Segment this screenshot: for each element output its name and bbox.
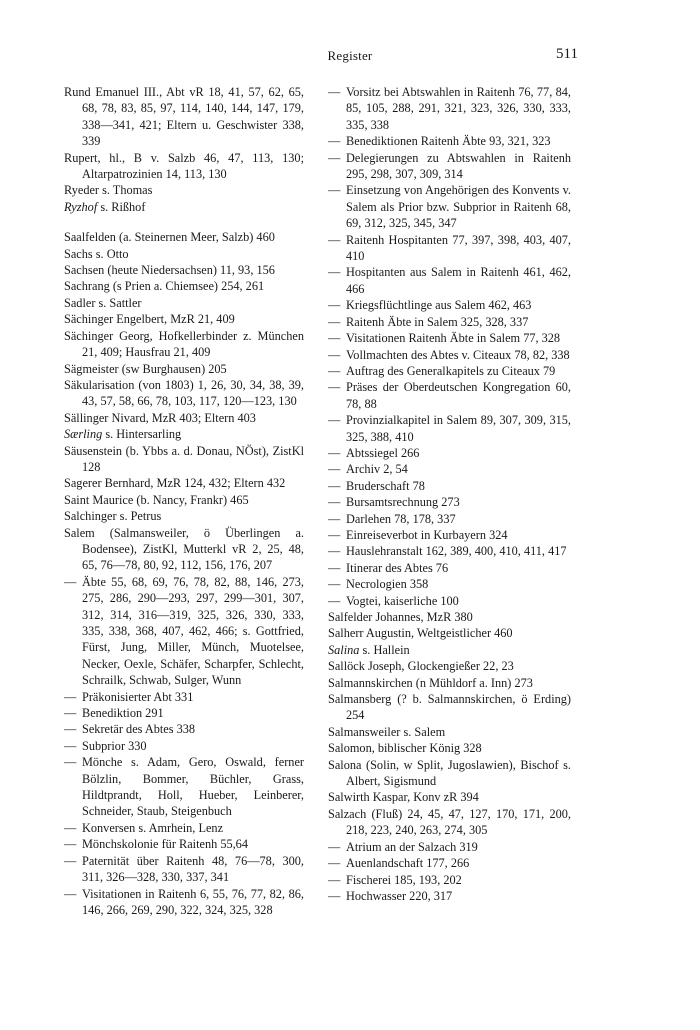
subentry-dash: — (64, 722, 77, 737)
entry-text: Salzach (Fluß) 24, 45, 47, 127, 170, 171, 200, 218, 223, 240, 263, 274, 305 (328, 806, 571, 838)
entry-text: Atrium an der Salzach 319 (346, 839, 478, 854)
entry-text: Sallöck Joseph, Glockengießer 22, 23 (328, 659, 514, 674)
subentry-dash: — (64, 886, 77, 901)
subentry-dash: — (328, 314, 341, 329)
index-subentry (328, 494, 571, 510)
subentry-dash: — (328, 544, 341, 559)
entry-text: Präses der Oberdeutschen Kongregation 60, 78, 88 (346, 380, 571, 411)
index-entry (328, 625, 571, 641)
subentry-dash: — (328, 872, 341, 887)
subentry-dash: — (64, 706, 77, 721)
entry-text: Bruderschaft 78 (346, 478, 425, 493)
entry-text: Benediktion 291 (82, 706, 164, 721)
index-entry (64, 443, 304, 476)
index-subentry (64, 705, 304, 721)
index-entry (64, 361, 304, 377)
entry-text: Vogtei, kaiserliche 100 (346, 593, 459, 608)
index-subentry (328, 445, 571, 461)
index-entry (64, 150, 304, 183)
index-entry (64, 328, 304, 361)
index-entry (64, 475, 304, 491)
entry-text: Visitationen Raitenh Äbte in Salem 77, 328 (346, 331, 561, 346)
entry-text: Ryeder s. Thomas (64, 183, 153, 198)
entry-text: Konversen s. Amrhein, Lenz (82, 820, 224, 835)
subentry-dash: — (328, 839, 341, 854)
index-entry (64, 295, 304, 311)
entry-text: Hospitanten aus Salem in Raitenh 461, 462, 466 (346, 265, 571, 296)
index-subentry (328, 347, 571, 363)
headword-italic: Særling (64, 427, 103, 442)
index-subentry (328, 543, 571, 559)
index-entry (328, 740, 571, 756)
subentry-dash: — (64, 755, 77, 770)
entry-text: Archiv 2, 54 (346, 462, 408, 477)
entry-text: Saint Maurice (b. Nancy, Frankr) 465 (64, 492, 249, 507)
entry-text: Salmannskirchen (n Mühldorf a. Inn) 273 (328, 675, 533, 690)
index-entry (328, 806, 571, 839)
index-subentry (328, 150, 571, 183)
subentry-dash: — (328, 134, 341, 149)
entry-text: Darlehen 78, 178, 337 (346, 511, 456, 526)
index-subentry (328, 379, 571, 412)
subentry-dash: — (328, 85, 341, 99)
entry-text: Fischerei 185, 193, 202 (346, 872, 462, 887)
entry-text: Präkonisierter Abt 331 (82, 689, 194, 704)
subentry-dash: — (328, 347, 341, 362)
index-entry (328, 724, 571, 740)
subentry-dash: — (328, 593, 341, 608)
page-number: 511 (556, 46, 578, 62)
index-subentry (328, 330, 571, 346)
entry-text: Subprior 330 (82, 738, 147, 753)
index-subentry (328, 511, 571, 527)
index-subentry (64, 721, 304, 737)
index-subentry (328, 314, 571, 330)
subentry-dash: — (64, 738, 77, 753)
index-subentry (328, 363, 571, 379)
entry-text: Salchinger s. Petrus (64, 509, 162, 524)
subentry-dash: — (328, 478, 341, 493)
subentry-dash: — (328, 560, 341, 575)
entry-text: Äbte 55, 68, 69, 76, 78, 82, 88, 146, 273, 275, 286, 290—293, 297, 299—301, 307, 312, 314, 316—319, 325, 326, 330, 333, 335, 338, 368, 407, 462, 466; s. Gottfried, Fürst, Jung, Miller, Münch, Muotelsee, Necker, Oexle, Schäfer, Scharpfer, Schlecht, Schrailk, Schwab, Sulger, Wunn (82, 574, 304, 688)
index-entry (64, 199, 304, 215)
entry-text: Salmansberg (? b. Salmannskirchen, ö Erding) 254 (328, 692, 571, 723)
entry-text: Visitationen in Raitenh 6, 55, 76, 77, 82, 86, 146, 266, 269, 290, 322, 324, 325, 328 (82, 886, 304, 917)
subentry-dash: — (328, 265, 341, 280)
entry-text: Abtssiegel 266 (346, 445, 420, 460)
subentry-dash: — (328, 298, 341, 313)
index-subentry (328, 412, 571, 445)
entry-text: Salem (Salmansweiler, ö Überlingen a. Bodensee), ZistKl, Mutterkl vR 2, 25, 48, 65, 76—78, 80, 92, 112, 156, 176, 207 (64, 525, 304, 573)
index-subentry (328, 593, 571, 609)
entry-text: Saalfelden (a. Steinernen Meer, Salzb) 460 (64, 230, 275, 245)
index-subentry (64, 574, 304, 689)
index-entry (328, 609, 571, 625)
index-entry (328, 658, 571, 674)
index-subentry (328, 872, 571, 888)
entry-text: Necrologien 358 (346, 577, 429, 592)
entry-text: Auenlandschaft 177, 266 (346, 856, 470, 871)
subentry-dash: — (328, 232, 341, 247)
subentry-dash: — (64, 820, 77, 835)
page-header (0, 46, 700, 70)
index-subentry (64, 754, 304, 820)
entry-text: Sachsen (heute Niedersachsen) 11, 93, 156 (64, 263, 275, 278)
entry-text: Mönchskolonie für Raitenh 55,64 (82, 837, 248, 852)
subentry-dash: — (328, 150, 341, 165)
running-head: Register (327, 48, 373, 63)
index-entry (328, 789, 571, 805)
entry-text: Benediktionen Raitenh Äbte 93, 321, 323 (346, 134, 551, 149)
index-entry (64, 246, 304, 262)
entry-text: Salomon, biblischer König 328 (328, 741, 482, 756)
index-entry (328, 642, 571, 658)
subentry-dash: — (328, 856, 341, 871)
index-subentry (64, 820, 304, 836)
subentry-dash: — (64, 853, 77, 868)
subentry-dash: — (328, 363, 341, 378)
index-subentry (64, 836, 304, 852)
index-column-left (64, 84, 304, 918)
subentry-dash: — (64, 837, 77, 852)
subentry-dash: — (328, 462, 341, 477)
entry-text: Hauslehranstalt 162, 389, 400, 410, 411, 417 (346, 544, 567, 559)
entry-text: Provinzialkapitel in Salem 89, 307, 309, 315, 325, 388, 410 (346, 413, 571, 444)
index-entry (64, 229, 304, 245)
index-subentry (328, 560, 571, 576)
index-subentry (328, 264, 571, 297)
index-subentry (64, 853, 304, 886)
entry-text: Salmansweiler s. Salem (328, 724, 446, 739)
index-subentry (328, 461, 571, 477)
headword-italic: Salina (328, 642, 360, 657)
entry-text: Vollmachten des Abtes v. Citeaux 78, 82, 338 (346, 347, 570, 362)
entry-text: Rund Emanuel III., Abt vR 18, 41, 57, 62, 65, 68, 78, 83, 85, 97, 114, 140, 144, 147, 179, 338—341, 421; Eltern u. Geschwister 338, 339 (64, 85, 304, 149)
entry-text: Sällinger Nivard, MzR 403; Eltern 403 (64, 410, 256, 425)
entry-text: Vorsitz bei Abtswahlen in Raitenh 76, 77, 84, 85, 105, 288, 291, 321, 323, 326, 330, 333, 335, 338 (346, 85, 571, 132)
entry-text: Sagerer Bernhard, MzR 124, 432; Eltern 432 (64, 476, 286, 491)
subentry-dash: — (328, 888, 341, 903)
entry-text: s. Hintersarling (102, 427, 182, 442)
entry-text: Säkularisation (von 1803) 1, 26, 30, 34, 38, 39, 43, 57, 58, 66, 78, 103, 117, 120—123, 130 (64, 377, 304, 409)
entry-text: Delegierungen zu Abtswahlen in Raitenh 295, 298, 307, 309, 314 (346, 150, 571, 182)
subentry-dash: — (64, 574, 77, 589)
subentry-dash: — (328, 445, 341, 460)
entry-text: Raitenh Hospitanten 77, 397, 398, 403, 407, 410 (346, 232, 571, 264)
index-entry (64, 410, 304, 426)
index-subentry (328, 855, 571, 871)
entry-text: Salfelder Johannes, MzR 380 (328, 610, 473, 624)
headword-italic: Ryzhof (64, 199, 98, 214)
entry-text: Sächinger Georg, Hofkellerbinder z. München 21, 409; Hausfrau 21, 409 (64, 328, 304, 360)
subentry-dash: — (328, 380, 341, 395)
entry-text: Itinerar des Abtes 76 (346, 560, 449, 575)
entry-text: Salona (Solin, w Split, Jugoslawien), Bischof s. Albert, Sigismund (328, 757, 571, 789)
index-entry (328, 675, 571, 691)
entry-text: Salwirth Kaspar, Konv zR 394 (328, 790, 479, 805)
subentry-dash: — (328, 331, 341, 346)
entry-text: Sägmeister (sw Burghausen) 205 (64, 361, 227, 376)
entry-text: Rupert, hl., B v. Salzb 46, 47, 113, 130; Altarpatrozinien 14, 113, 130 (64, 150, 304, 182)
subentry-dash: — (328, 577, 341, 592)
index-entry (328, 691, 571, 724)
index-subentry (328, 84, 571, 133)
entry-text: Sadler s. Sattler (64, 295, 142, 310)
index-subentry (64, 738, 304, 754)
index-subentry (328, 232, 571, 265)
entry-text: Paternität über Raitenh 48, 76—78, 300, 311, 326—328, 330, 337, 341 (82, 853, 304, 885)
index-subentry (64, 689, 304, 705)
index-subentry (328, 888, 571, 904)
entry-text: Sachs s. Otto (64, 246, 129, 261)
index-entry (64, 525, 304, 574)
index-subentry (328, 133, 571, 149)
subentry-dash: — (328, 511, 341, 526)
entry-text: Bursamtsrechnung 273 (346, 495, 460, 510)
entry-text: Sachrang (s Prien a. Chiemsee) 254, 261 (64, 279, 265, 294)
index-entry (64, 262, 304, 278)
section-gap (64, 215, 304, 229)
entry-text: Hochwasser 220, 317 (346, 888, 453, 903)
index-entry (64, 278, 304, 294)
subentry-dash: — (328, 183, 341, 198)
subentry-dash: — (328, 527, 341, 542)
index-entry (64, 492, 304, 508)
entry-text: Kriegsflüchtlinge aus Salem 462, 463 (346, 298, 532, 313)
index-column-right (328, 84, 571, 904)
entry-text: Auftrag des Generalkapitels zu Citeaux 79 (346, 363, 556, 378)
index-subentry (328, 297, 571, 313)
entry-text: Raitenh Äbte in Salem 325, 328, 337 (346, 314, 529, 329)
index-entry (64, 508, 304, 524)
entry-text: Salherr Augustin, Weltgeistlicher 460 (328, 626, 513, 641)
entry-text: Sächinger Engelbert, MzR 21, 409 (64, 312, 235, 327)
index-entry (64, 84, 304, 150)
index-subentry (328, 478, 571, 494)
entry-text: Sekretär des Abtes 338 (82, 722, 196, 737)
entry-text: Einsetzung von Angehörigen des Konvents v. Salem als Prior bzw. Subprior in Raitenh 68, 69, 312, 325, 345, 347 (346, 183, 571, 231)
index-entry (64, 426, 304, 442)
entry-text: s. Hallein (359, 642, 410, 657)
subentry-dash: — (328, 413, 341, 428)
subentry-dash: — (64, 689, 77, 704)
index-subentry (328, 576, 571, 592)
entry-text: Säusenstein (b. Ybbs a. d. Donau, NÖst), ZistKl 128 (64, 443, 304, 474)
index-entry (64, 377, 304, 410)
entry-text: Mönche s. Adam, Gero, Oswald, ferner Bölzlin, Bommer, Büchler, Grass, Hildtprandt, Holl, Hueber, Leinberer, Schneider, Staub, Steigenbuch (82, 755, 304, 819)
index-subentry (328, 527, 571, 543)
index-entry (64, 311, 304, 327)
index-subentry (328, 182, 571, 231)
index-subentry (64, 886, 304, 919)
entry-text: Einreiseverbot in Kurbayern 324 (346, 527, 508, 542)
subentry-dash: — (328, 495, 341, 510)
entry-text: s. Rißhof (97, 199, 146, 214)
index-entry (64, 182, 304, 198)
index-subentry (328, 839, 571, 855)
index-entry (328, 757, 571, 790)
